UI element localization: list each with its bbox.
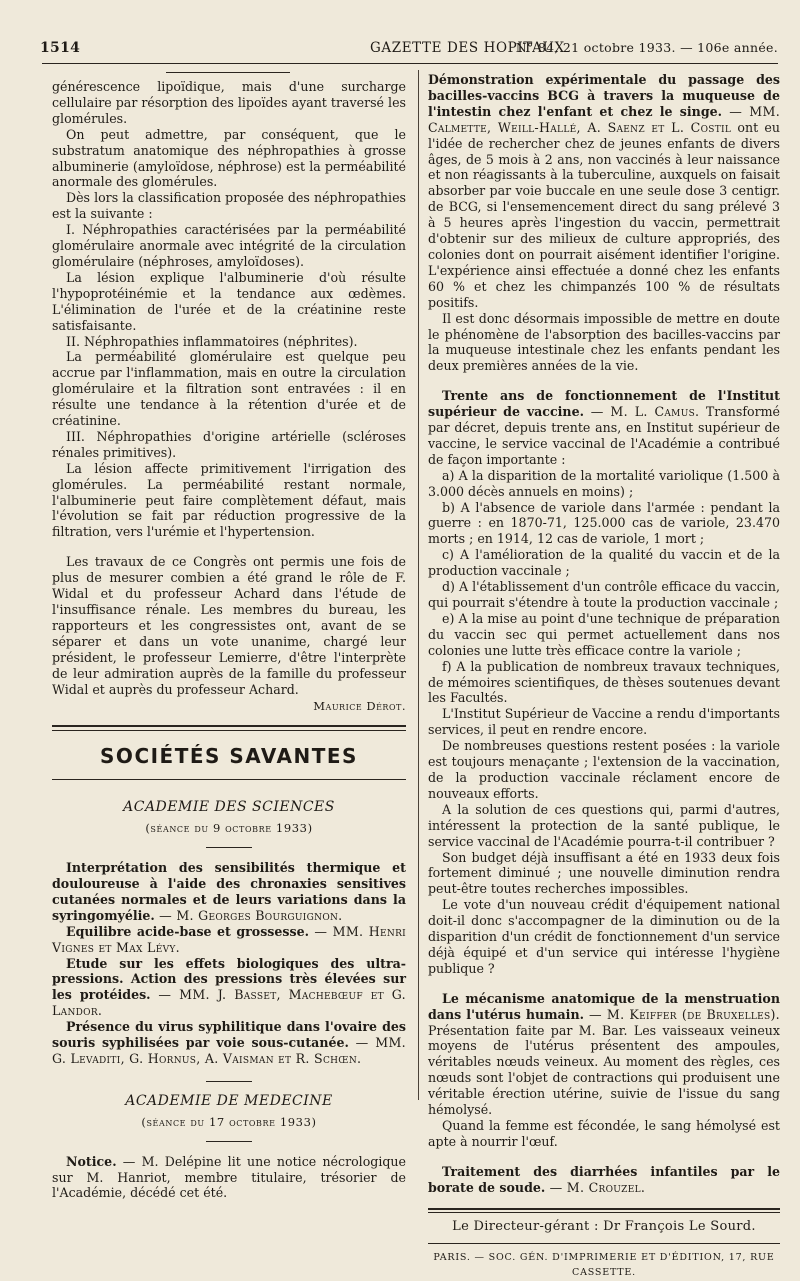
list-item: d) A l'établissement d'un contrôle efficace du vaccin, qui pourrait s'étendre à toute la production vaccinale ; [428,579,780,610]
communication-entry [52,924,406,956]
paragraph: Il est donc désormais impossible de mettre en doute le phénomène de l'absorption des bacilles-vaccins par la muqueuse intestinale chez les enfants pendant les deux premières années de la vie. [428,310,780,374]
header-rule [42,63,778,64]
academy-sciences-title: ACADEMIE DES SCIENCES [123,799,335,816]
section-rule [52,779,406,780]
communication-entry [428,991,780,1118]
communication-authors: — MM. Henri Vignes et Max Lévy. [52,923,406,955]
communication-title: Présence du virus syphilitique dans l'ovaire des souris syphilisées par voie sous-cutanée. [52,1019,406,1051]
right-column [428,72,780,1281]
communication-entry [52,860,406,924]
communication-authors: — MM. J. Basset, Machebœuf et G. Landor. [52,987,406,1019]
communication-authors: — MM. Calmette, Weill-Hallé, A. Saenz et L. Costil [428,103,780,135]
communication-title: Traitement des diarrhées infantiles par le borate de soude. [428,1163,780,1195]
communication-entry [52,956,406,1020]
paragraph: Dès lors la classification proposée des néphropathies est la suivante : [52,190,406,222]
paragraph: La lésion affecte primitivement l'irrigation des glomérules. La perméabilité restant normale, l'albuminerie peut faire complètement défaut, mais l'évolution se fait par réduction progressive de la filtration, vers l'urémie et l'hypertension. [52,460,406,540]
paragraph: On peut admettre, par conséquent, que le substratum anatomique des néphropathies à grosse albuminerie (amyloïdose, néphrose) est la perméabilité anormale des glomérules. [52,126,406,190]
issue-info: N° 84, 21 octobre 1933. — 106e année. [515,40,778,55]
paragraph: L'Institut Supérieur de Vaccine a rendu d'importants services, il peut en rendre encore. [428,706,780,738]
communication-authors: — M. Crouzel. [545,1179,646,1195]
list-item: f) A la publication de nombreux travaux techniques, de mémoires scientifiques, de thèses soutenues devant les Facultés. [428,658,780,706]
classification-item: II. Néphropathies inflammatoires (néphrites). [66,333,358,349]
list-item: e) A la mise au point d'une technique de préparation du vaccin sec qui permet actuellement dans nos colonies une lutte très efficace contre la variole ; [428,610,780,658]
communication-authors: — M. Keiffer (de Bruxelles). [584,1006,780,1022]
communication-entry [428,388,780,468]
section-title: SOCIÉTÉS SAVANTES [100,744,358,769]
paragraph: La perméabilité glomérulaire est quelque peu accrue par l'inflammation, mais en outre la circulation glomérulaire et la filtration sont entravées : il en résulte une tendance à la rétention d'urée et de créatinine. [52,349,406,429]
notice-entry [52,1154,406,1202]
communication-authors: — M. Georges Bourguignon. [154,907,343,923]
page-number: 1514 [40,40,81,56]
short-rule [206,1141,252,1142]
communication-text: Transformé par décret, depuis trente ans, en Institut supérieur de vaccine, le service vaccinal de l'Académie a contribué de façon importante : [428,404,780,467]
notice-title: Notice. [66,1153,117,1169]
communication-authors: — M. L. Camus. [583,404,700,420]
director-line: Le Directeur-gérant : Dr François Le Sourd. [452,1218,756,1234]
section-double-rule [52,725,406,731]
academy-medecine-title: ACADEMIE DE MEDECINE [125,1092,333,1109]
paragraph: Son budget déjà insuffisant a été en 1933 deux fois fortement diminué ; une nouvelle diminution rendra peut-être toutes recherches impossibles. [428,849,780,897]
paragraph: générescence lipoïdique, mais d'une surcharge cellulaire par résorption des lipoïdes ayant traversé les glomérules. [52,79,406,126]
author-signature: Maurice Dérot. [313,699,406,714]
printer-line: PARIS. — SOC. GÉN. D'IMPRIMERIE ET D'ÉDITION, 17, RUE CASSETTE. [428,1243,780,1281]
column-divider [418,70,419,1100]
running-head [40,36,778,60]
journal-title: GAZETTE DES HOPITAUX [370,40,565,56]
communication-entry [428,72,780,311]
paragraph: Quand la femme est fécondée, le sang hémolysé est apte à nourrir l'œuf. [428,1118,780,1149]
communication-title: Trente ans de fonctionnement de l'Institut supérieur de vaccine. [428,388,780,420]
communication-entry [428,1164,780,1196]
classification-item: I. Néphropathies caractérisées par la perméabilité glomérulaire anormale avec intégrité de la circulation glomérulaire (néphroses, amyloïdoses). [52,222,406,269]
seance-date: (séance du 9 octobre 1933) [145,821,313,836]
communication-text: Présentation faite par M. Bar. Les vaisseaux veineux moyens de l'utérus présentent des ampoules, véritables nœuds veineux. Au moment des règles, ces nœuds sont l'objet de contractions qui produisent une véritable érection utérine, suivie de l'issue du sang hémolysé. [428,1022,780,1118]
paragraph: De nombreuses questions restent posées : la variole est toujours menaçante ; l'extension de la vaccination, de la production vaccinale réclament encore de nouveaux efforts. [428,738,780,801]
closing-paragraph: Les travaux de ce Congrès ont permis une fois de plus de mesurer combien a été grand le rôle de F. Widal et du professeur Achard dans l'étude de l'insuffisance rénale. Les membres du bureau, les rapporteurs et les congressistes ont, avant de se séparer et dans un vote unanime, chargé leur président, le professeur Lemierre, d'être l'interprète de leur admiration auprès de la famille du professeur Widal et auprès du professeur Achard. [52,554,406,697]
left-column [52,72,406,1201]
list-item: c) A l'amélioration de la qualité du vaccin et de la production vaccinale ; [428,547,780,579]
communication-text: ont eu l'idée de rechercher chez de jeunes enfants de divers âges, de 5 mois à 2 ans, non vaccinés à leur naissance et non réagissants à la tuberculine, auxquels on faisait absorber par voie buccale en une seule dose 3 centigr. de BCG, si l'ensemencement direct du sang prélevé 3 à 5 heures après l'ingestion du vaccin, permettrait d'obtenir sur des milieux de culture appropriés, des colonies dont on pourrait aisément identifier l'origine. L'expérience ainsi effectuée a donné chez les enfants 60 % et chez les chimpanzés 100 % de résultats positifs. [428,119,780,310]
communication-title: Démonstration expérimentale du passage des bacilles-vaccins BCG à travers la muqueuse de l'intestin chez l'enfant et chez le singe. [428,72,780,119]
continuation-rule [166,72,290,73]
communication-entry [52,1019,406,1067]
list-item: a) A la disparition de la mortalité variolique (1.500 à 3.000 décès annuels en moins) ; [428,467,780,499]
communication-title: Interprétation des sensibilités thermique et douloureuse à l'aide des chronaxies sensitives cutanées normales et de leurs variations dans la syringomyélie. [52,860,406,923]
footer-rule [428,1208,780,1213]
communication-title: Etude sur les effets biologiques des ultra-pressions. Action des pressions très élevées sur les protéides. [52,955,406,1003]
short-rule [206,1081,252,1082]
communication-title: Le mécanisme anatomique de la menstruation dans l'utérus humain. [428,990,780,1022]
seance-date: (séance du 17 octobre 1933) [141,1114,317,1129]
short-rule [206,847,252,848]
communication-title: Equilibre acide-base et grossesse. [66,923,309,939]
communication-authors: — MM. G. Levaditi, G. Hornus, A. Vaisman et R. Schœn. [52,1035,406,1066]
list-item: b) A l'absence de variole dans l'armée : pendant la guerre : en 1870-71, 125.000 cas de variole, 23.470 morts ; en 1914, 12 cas de variole, 1 mort ; [428,499,780,547]
paragraph: A la solution de ces questions qui, parmi d'autres, intéressent la protection de la santé publique, le service vaccinal de l'Académie pourra-t-il contribuer ? [428,801,780,849]
paragraph: La lésion explique l'albuminerie d'où résulte l'hypoprotéinémie et la tendance aux œdèmes. L'élimination de l'urée et de la créatinine reste satisfaisante. [52,269,406,333]
notice-text: — M. Delépine lit une notice nécrologique sur M. Hanriot, membre titulaire, trésorier de l'Académie, décédé cet été. [52,1153,406,1201]
paragraph: Le vote d'un nouveau crédit d'équipement national doit-il donc s'accompagner de la diminution ou de la disparition d'un crédit de fonctionnement d'un service déjà équipé et d'un service qui intéresse l'hygiène publique ? [428,897,780,976]
classification-item: III. Néphropathies d'origine artérielle (scléroses rénales primitives). [52,428,406,460]
